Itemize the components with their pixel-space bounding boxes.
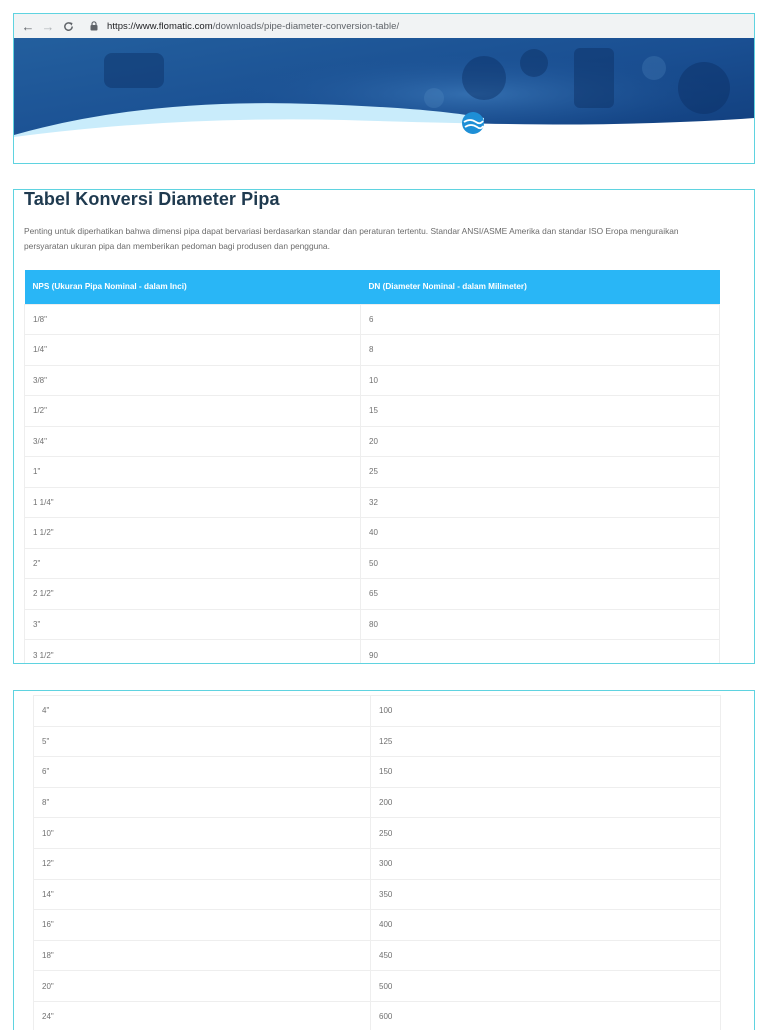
nps-cell: 3 1/2": [25, 640, 361, 665]
table-row: [25, 548, 720, 579]
nps-cell: 6": [34, 757, 371, 788]
content-panel-bottom: [13, 690, 755, 1030]
dn-cell: 20: [361, 426, 720, 457]
dn-cell: 32: [361, 487, 720, 518]
table-row: [25, 426, 720, 457]
url-host: https://www.flomatic.com: [107, 20, 213, 32]
column-header-dn: DN (Diameter Nominal - dalam Milimeter): [361, 270, 720, 304]
dn-cell: 10: [361, 365, 720, 396]
arrow-left-icon: ←: [21, 18, 35, 34]
nps-cell: 14": [34, 879, 371, 910]
content-panel-top: [13, 189, 755, 664]
nps-cell: 4": [34, 696, 371, 727]
table-row: [34, 848, 721, 879]
column-header-nps: NPS (Ukuran Pipa Nominal - dalam Inci): [25, 270, 361, 304]
arrow-right-icon: →: [41, 18, 55, 34]
table-row: [25, 518, 720, 549]
table-header-row: [25, 270, 720, 304]
table-row: [34, 910, 721, 941]
dn-cell: 450: [371, 940, 721, 971]
dn-cell: 250: [371, 818, 721, 849]
table-row: [25, 304, 720, 335]
nps-cell: 2": [25, 548, 361, 579]
dn-cell: 80: [361, 609, 720, 640]
reload-icon: [63, 21, 74, 32]
nps-cell: 24": [34, 1001, 371, 1030]
dn-cell: 6: [361, 304, 720, 335]
nps-cell: 1/4": [25, 335, 361, 366]
table-row: [25, 365, 720, 396]
table-row: [25, 335, 720, 366]
nps-cell: 8": [34, 787, 371, 818]
table-row: [25, 609, 720, 640]
page-title: Tabel Konversi Diameter Pipa: [24, 189, 280, 209]
dn-cell: 350: [371, 879, 721, 910]
reload-button[interactable]: [58, 16, 78, 36]
url-text: [107, 21, 399, 32]
nps-cell: 3/8": [25, 365, 361, 396]
dn-cell: 15: [361, 396, 720, 427]
dn-cell: 25: [361, 457, 720, 488]
flomatic-logo-icon: [462, 112, 484, 134]
pipe-conversion-table-continued: [33, 695, 721, 1030]
table-row: [25, 640, 720, 665]
nps-cell: 12": [34, 848, 371, 879]
table-row: [34, 726, 721, 757]
dn-cell: 400: [371, 910, 721, 941]
dn-cell: 8: [361, 335, 720, 366]
address-bar[interactable]: [88, 17, 399, 35]
nps-cell: 3/4": [25, 426, 361, 457]
table-row: [34, 696, 721, 727]
table-row: [25, 579, 720, 610]
nps-cell: 16": [34, 910, 371, 941]
table-row: [34, 787, 721, 818]
dn-cell: 150: [371, 757, 721, 788]
nps-cell: 1/8": [25, 304, 361, 335]
table-row: [34, 971, 721, 1002]
table-row: [25, 487, 720, 518]
nps-cell: 1 1/4": [25, 487, 361, 518]
url-path: /downloads/pipe-diameter-conversion-table/: [212, 20, 400, 32]
header-panel: [13, 13, 755, 164]
nps-cell: 3": [25, 609, 361, 640]
table-row: [25, 396, 720, 427]
table-row: [34, 879, 721, 910]
dn-cell: 125: [371, 726, 721, 757]
browser-toolbar: [14, 14, 754, 38]
lock-icon: [88, 19, 100, 33]
nps-cell: 1": [25, 457, 361, 488]
intro-paragraph: Penting untuk diperhatikan bahwa dimensi pipa dapat bervariasi berdasarkan standar dan peraturan tertentu. Standar ANSI/ASME Amerika dan standar ISO Eropa menguraikan persyaratan ukuran pipa dan memberikan pedoman bagi produsen dan pengguna.: [24, 226, 679, 251]
dn-cell: 100: [371, 696, 721, 727]
hero-banner: [14, 38, 754, 163]
nps-cell: 5": [34, 726, 371, 757]
table-row: [34, 818, 721, 849]
dn-cell: 200: [371, 787, 721, 818]
dn-cell: 500: [371, 971, 721, 1002]
table-row: [34, 940, 721, 971]
dn-cell: 90: [361, 640, 720, 665]
dn-cell: 600: [371, 1001, 721, 1030]
nps-cell: 1/2": [25, 396, 361, 427]
dn-cell: 300: [371, 848, 721, 879]
dn-cell: 50: [361, 548, 720, 579]
table-row: [34, 1001, 721, 1030]
table-row: [34, 757, 721, 788]
back-button[interactable]: [18, 16, 38, 36]
nps-cell: 20": [34, 971, 371, 1002]
nps-cell: 2 1/2": [25, 579, 361, 610]
nps-cell: 10": [34, 818, 371, 849]
pipe-conversion-table: [24, 270, 720, 664]
table-row: [25, 457, 720, 488]
dn-cell: 65: [361, 579, 720, 610]
nps-cell: 18": [34, 940, 371, 971]
nps-cell: 1 1/2": [25, 518, 361, 549]
forward-button[interactable]: [38, 16, 58, 36]
dn-cell: 40: [361, 518, 720, 549]
